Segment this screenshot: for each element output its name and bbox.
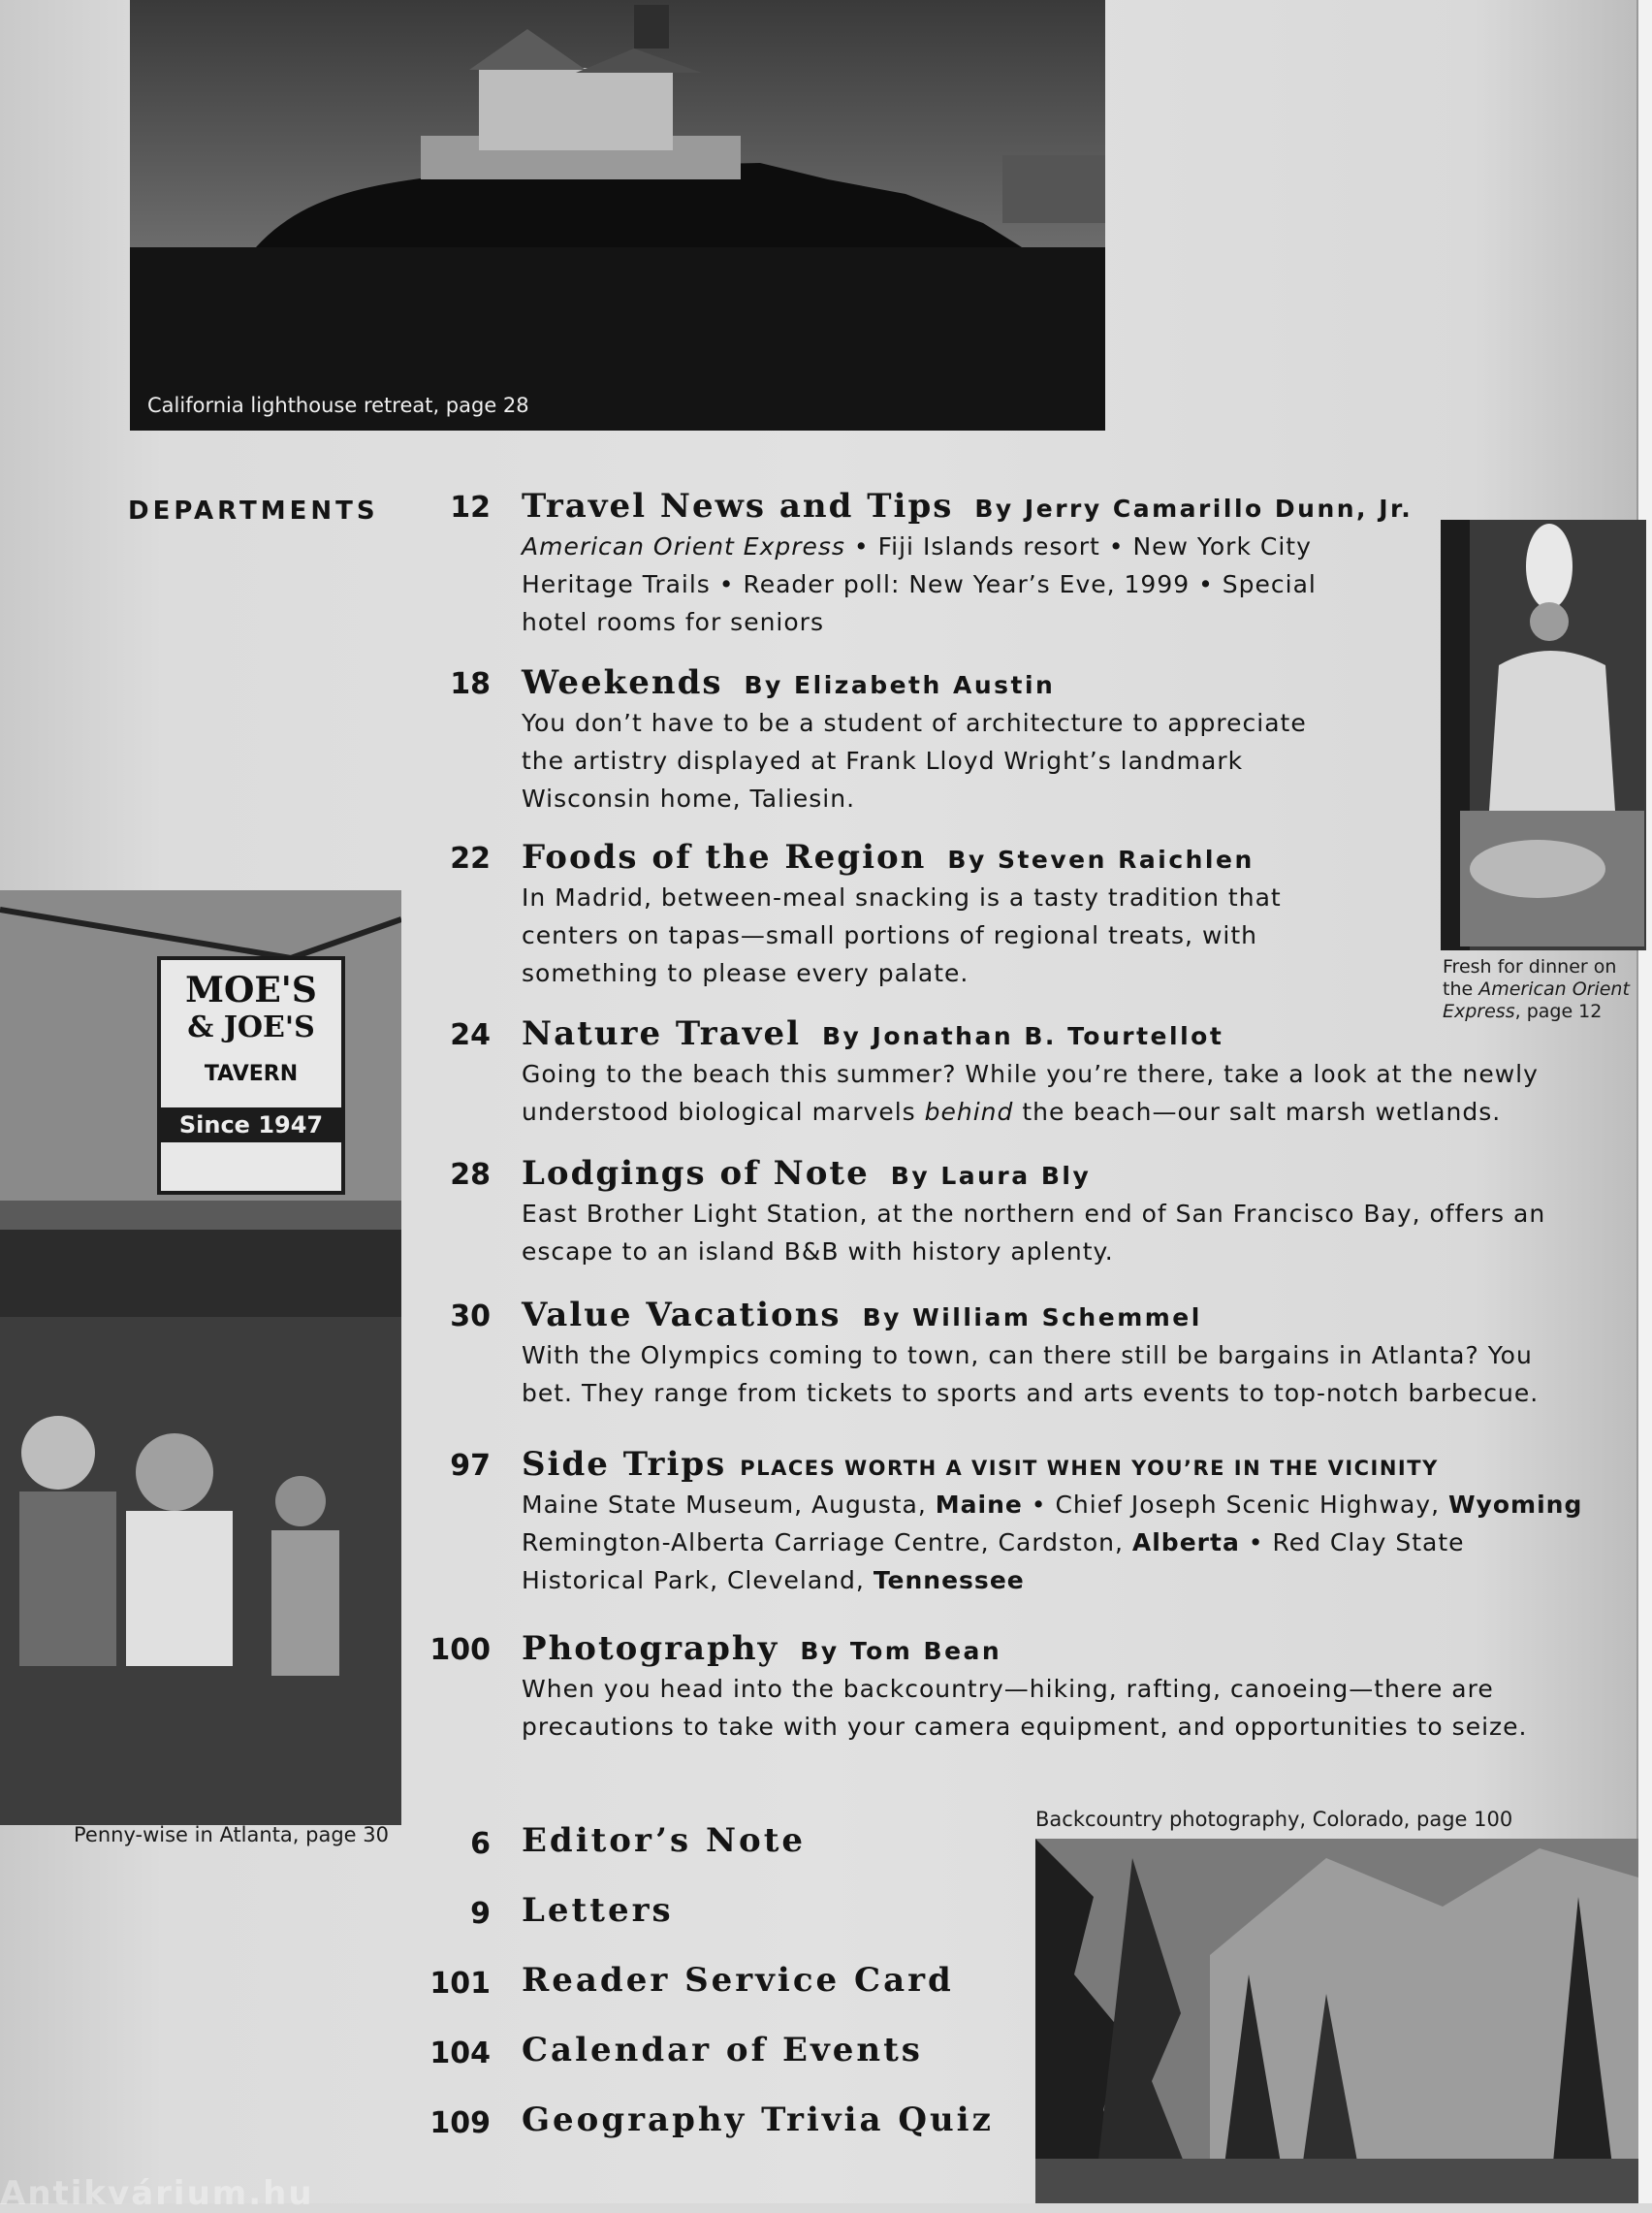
entry-description: American Orient Express • Fiji Islands resort • New York City Heritage Trails • Reader poll: New Year’s Eve, 1999 • Special hotel rooms for seniors <box>522 532 1317 636</box>
page-number: 100 <box>429 1633 491 1667</box>
entry-description: With the Olympics coming to town, can there still be bargains in Atlanta? You bet. They range from tickets to sports and arts events to top-notch barbecue. <box>522 1341 1540 1407</box>
tavern-sign: MOE'S & JOE'S TAVERN Since 1947 <box>157 956 345 1195</box>
entry-title: Value Vacations <box>522 1296 842 1334</box>
backcountry-caption: Backcountry photography, Colorado, page 100 <box>1035 1808 1513 1831</box>
misc-entry[interactable] <box>407 1821 1008 1870</box>
toc-entry[interactable] <box>407 1629 1619 1746</box>
misc-title: Editor’s Note <box>522 1821 807 1860</box>
entry-subtitle: PLACES WORTH A VISIT WHEN YOU’RE IN THE VICINITY <box>740 1457 1439 1480</box>
entry-description: You don’t have to be a student of architecture to appreciate the artistry displayed at Frank Lloyd Wright’s landmark Wisconsin home, Taliesin. <box>522 709 1307 813</box>
entry-byline: By Elizabeth Austin <box>744 671 1056 699</box>
entry-title: Lodgings of Note <box>522 1154 870 1193</box>
entry-title: Photography <box>522 1629 779 1668</box>
page-number: 18 <box>450 667 491 701</box>
tavern-photo <box>0 890 401 1825</box>
entry-byline: By William Schemmel <box>862 1303 1202 1331</box>
toc-entry[interactable] <box>407 1296 1619 1412</box>
page-number: 12 <box>450 491 491 525</box>
page-number: 97 <box>450 1449 491 1483</box>
entry-description: Maine State Museum, Augusta, Maine • Chief Joseph Scenic Highway, Wyoming Remington-Alberta Carriage Centre, Cardston, Alberta • Red Clay State Historical Park, Cleveland, Tennessee <box>522 1491 1583 1594</box>
misc-entry[interactable] <box>407 2031 1008 2079</box>
toc-entry[interactable] <box>407 1014 1619 1131</box>
entry-title: Foods of the Region <box>522 838 927 877</box>
misc-title: Calendar of Events <box>522 2031 923 2069</box>
misc-title: Reader Service Card <box>522 1961 954 2000</box>
departments-label: DEPARTMENTS <box>128 497 379 526</box>
misc-entry[interactable] <box>407 2101 1008 2149</box>
page-number: 101 <box>429 1967 491 2001</box>
chef-caption: Fresh for dinner on the American Orient Express, page 12 <box>1443 956 1630 1022</box>
entry-title: Nature Travel <box>522 1014 801 1053</box>
page-number: 9 <box>470 1897 491 1931</box>
watermark: Antikvárium.hu <box>0 2174 314 2213</box>
entry-title: Weekends <box>522 663 723 702</box>
lighthouse-island-icon <box>130 0 1105 431</box>
page-number: 24 <box>450 1018 491 1052</box>
entry-description: Going to the beach this summer? While you’re there, take a look at the newly understood biological marvels behind the beach—our salt marsh wetlands. <box>522 1060 1539 1126</box>
page-number: 28 <box>450 1158 491 1192</box>
toc-entry[interactable] <box>407 487 1619 642</box>
toc-entry[interactable] <box>407 663 1619 818</box>
entry-byline: By Jerry Camarillo Dunn, Jr. <box>974 495 1414 523</box>
entry-byline: By Tom Bean <box>800 1637 1002 1665</box>
misc-title: Letters <box>522 1891 674 1930</box>
toc-entry[interactable] <box>407 1445 1619 1600</box>
entry-description: When you head into the backcountry—hiking, rafting, canoeing—there are precautions to take with your camera equipment, and opportunities to seize. <box>522 1675 1528 1741</box>
misc-entry[interactable] <box>407 1891 1008 1940</box>
tavern-caption: Penny-wise in Atlanta, page 30 <box>74 1823 389 1846</box>
entry-byline: By Laura Bly <box>890 1162 1092 1190</box>
entry-description: East Brother Light Station, at the northern end of San Francisco Bay, offers an escape to an island B&B with history aplenty. <box>522 1200 1546 1266</box>
lighthouse-photo <box>130 0 1105 431</box>
backcountry-photo <box>1035 1839 1638 2203</box>
toc-entry[interactable] <box>407 1154 1619 1270</box>
page-number: 30 <box>450 1299 491 1333</box>
entry-description: In Madrid, between-meal snacking is a tasty tradition that centers on tapas—small portions of regional treats, with something to please every palate. <box>522 883 1282 987</box>
page-edge <box>1636 0 1652 2203</box>
page-number: 6 <box>470 1827 491 1861</box>
page-number: 104 <box>429 2037 491 2070</box>
entry-byline: By Jonathan B. Tourtellot <box>822 1022 1224 1050</box>
mountain-forest-icon <box>1035 1839 1638 2203</box>
entry-title: Travel News and Tips <box>522 487 954 526</box>
lighthouse-caption: California lighthouse retreat, page 28 <box>147 394 529 417</box>
page-number: 22 <box>450 842 491 876</box>
misc-title: Geography Trivia Quiz <box>522 2101 994 2139</box>
toc-entry[interactable] <box>407 838 1619 993</box>
entry-title: Side Trips <box>522 1445 727 1484</box>
misc-entry[interactable] <box>407 1961 1008 2009</box>
entry-byline: By Steven Raichlen <box>947 846 1255 874</box>
page-number: 109 <box>429 2106 491 2140</box>
